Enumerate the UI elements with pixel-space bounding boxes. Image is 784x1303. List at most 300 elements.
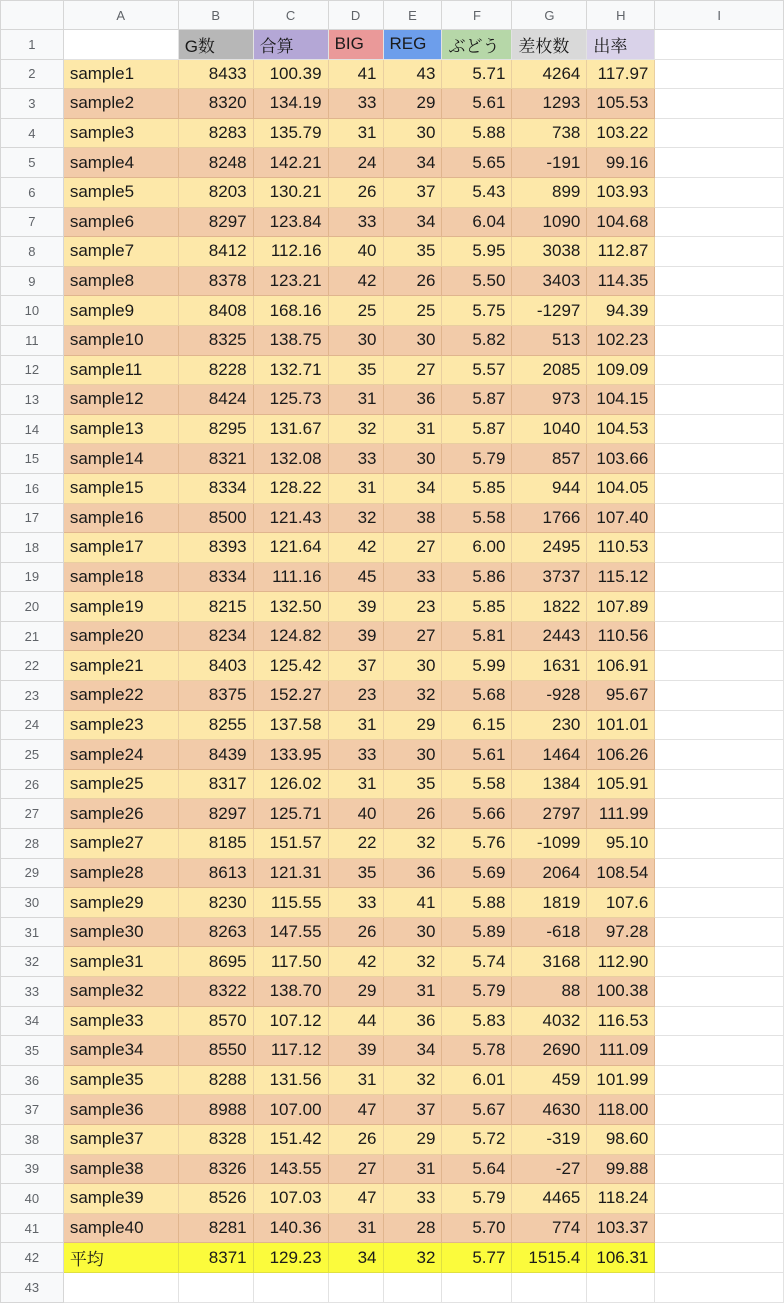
value-cell[interactable]: 5.61	[442, 89, 512, 119]
column-header-c[interactable]: C	[253, 1, 328, 30]
value-cell[interactable]: 5.88	[442, 118, 512, 148]
value-cell[interactable]: 107.03	[253, 1184, 328, 1214]
sample-name-cell[interactable]: sample28	[63, 858, 178, 888]
value-cell[interactable]: 35	[383, 237, 442, 267]
empty-cell[interactable]	[655, 444, 784, 474]
value-cell[interactable]: 33	[328, 444, 383, 474]
value-cell[interactable]: 8695	[178, 947, 253, 977]
value-cell[interactable]: 1464	[512, 740, 587, 770]
empty-cell[interactable]	[655, 533, 784, 563]
value-cell[interactable]: 1040	[512, 414, 587, 444]
value-cell[interactable]: 774	[512, 1213, 587, 1243]
value-cell[interactable]: 5.64	[442, 1154, 512, 1184]
value-cell[interactable]: 30	[383, 444, 442, 474]
value-cell[interactable]: 107.00	[253, 1095, 328, 1125]
value-cell[interactable]: 134.19	[253, 89, 328, 119]
value-cell[interactable]: 125.73	[253, 385, 328, 415]
empty-cell[interactable]	[655, 769, 784, 799]
value-cell[interactable]: 37	[383, 1095, 442, 1125]
value-cell[interactable]: 944	[512, 473, 587, 503]
value-cell[interactable]: 8325	[178, 325, 253, 355]
empty-cell[interactable]	[655, 1065, 784, 1095]
sample-name-cell[interactable]: sample9	[63, 296, 178, 326]
value-cell[interactable]: 27	[328, 1154, 383, 1184]
sample-name-cell[interactable]: sample31	[63, 947, 178, 977]
column-header-h[interactable]: H	[587, 1, 655, 30]
average-value-cell[interactable]: 1515.4	[512, 1243, 587, 1273]
value-cell[interactable]: 133.95	[253, 740, 328, 770]
value-cell[interactable]: 2495	[512, 533, 587, 563]
value-cell[interactable]: 5.70	[442, 1213, 512, 1243]
value-cell[interactable]: 25	[328, 296, 383, 326]
sample-name-cell[interactable]: sample4	[63, 148, 178, 178]
empty-cell[interactable]	[655, 829, 784, 859]
value-cell[interactable]: 140.36	[253, 1213, 328, 1243]
value-cell[interactable]: 5.75	[442, 296, 512, 326]
value-cell[interactable]: 5.88	[442, 888, 512, 918]
value-cell[interactable]: 31	[328, 1065, 383, 1095]
value-cell[interactable]: 8185	[178, 829, 253, 859]
row-number[interactable]: 19	[1, 562, 64, 592]
value-cell[interactable]: 8263	[178, 917, 253, 947]
value-cell[interactable]: 105.91	[587, 769, 655, 799]
value-cell[interactable]: 27	[383, 355, 442, 385]
column-header-i[interactable]: I	[655, 1, 784, 30]
value-cell[interactable]: 44	[328, 1006, 383, 1036]
empty-cell[interactable]	[655, 1095, 784, 1125]
value-cell[interactable]: 33	[383, 562, 442, 592]
value-cell[interactable]: 5.76	[442, 829, 512, 859]
header-cell-c[interactable]: 合算	[253, 30, 328, 60]
value-cell[interactable]: 107.40	[587, 503, 655, 533]
value-cell[interactable]: 115.12	[587, 562, 655, 592]
value-cell[interactable]: 99.88	[587, 1154, 655, 1184]
value-cell[interactable]: 8500	[178, 503, 253, 533]
empty-cell[interactable]	[655, 207, 784, 237]
value-cell[interactable]: 8320	[178, 89, 253, 119]
sample-name-cell[interactable]: sample8	[63, 266, 178, 296]
empty-cell[interactable]	[253, 1272, 328, 1302]
value-cell[interactable]: 152.27	[253, 681, 328, 711]
value-cell[interactable]: 32	[383, 1065, 442, 1095]
value-cell[interactable]: 27	[383, 621, 442, 651]
empty-cell[interactable]	[178, 1272, 253, 1302]
value-cell[interactable]: 31	[383, 414, 442, 444]
value-cell[interactable]: 32	[328, 503, 383, 533]
value-cell[interactable]: 30	[383, 651, 442, 681]
value-cell[interactable]: 30	[383, 917, 442, 947]
value-cell[interactable]: 30	[383, 740, 442, 770]
value-cell[interactable]: 8230	[178, 888, 253, 918]
value-cell[interactable]: 8526	[178, 1184, 253, 1214]
value-cell[interactable]: 29	[383, 1124, 442, 1154]
value-cell[interactable]: 151.57	[253, 829, 328, 859]
value-cell[interactable]: -27	[512, 1154, 587, 1184]
empty-cell[interactable]	[655, 237, 784, 267]
sample-name-cell[interactable]: sample22	[63, 681, 178, 711]
value-cell[interactable]: 100.38	[587, 977, 655, 1007]
empty-cell[interactable]	[655, 30, 784, 60]
row-number[interactable]: 14	[1, 414, 64, 444]
value-cell[interactable]: 36	[383, 1006, 442, 1036]
column-header-f[interactable]: F	[442, 1, 512, 30]
value-cell[interactable]: 38	[383, 503, 442, 533]
empty-cell[interactable]	[655, 977, 784, 1007]
value-cell[interactable]: 8393	[178, 533, 253, 563]
value-cell[interactable]: 5.82	[442, 325, 512, 355]
value-cell[interactable]: 8334	[178, 562, 253, 592]
average-value-cell[interactable]: 106.31	[587, 1243, 655, 1273]
value-cell[interactable]: 131.56	[253, 1065, 328, 1095]
row-number[interactable]: 24	[1, 710, 64, 740]
value-cell[interactable]: 108.54	[587, 858, 655, 888]
value-cell[interactable]: 110.53	[587, 533, 655, 563]
row-number[interactable]: 2	[1, 59, 64, 89]
value-cell[interactable]: 118.00	[587, 1095, 655, 1125]
value-cell[interactable]: 973	[512, 385, 587, 415]
value-cell[interactable]: 104.53	[587, 414, 655, 444]
sample-name-cell[interactable]: sample13	[63, 414, 178, 444]
value-cell[interactable]: 31	[328, 118, 383, 148]
sample-name-cell[interactable]: sample32	[63, 977, 178, 1007]
value-cell[interactable]: 101.01	[587, 710, 655, 740]
average-value-cell[interactable]: 129.23	[253, 1243, 328, 1273]
value-cell[interactable]: 45	[328, 562, 383, 592]
header-cell-h[interactable]: 出率	[587, 30, 655, 60]
value-cell[interactable]: 2690	[512, 1036, 587, 1066]
value-cell[interactable]: 8248	[178, 148, 253, 178]
value-cell[interactable]: 31	[328, 710, 383, 740]
sample-name-cell[interactable]: sample1	[63, 59, 178, 89]
value-cell[interactable]: 36	[383, 385, 442, 415]
value-cell[interactable]: 118.24	[587, 1184, 655, 1214]
sample-name-cell[interactable]: sample21	[63, 651, 178, 681]
value-cell[interactable]: 33	[328, 888, 383, 918]
value-cell[interactable]: 8378	[178, 266, 253, 296]
value-cell[interactable]: 5.89	[442, 917, 512, 947]
row-number[interactable]: 20	[1, 592, 64, 622]
value-cell[interactable]: 8408	[178, 296, 253, 326]
empty-cell[interactable]	[655, 414, 784, 444]
value-cell[interactable]: 106.91	[587, 651, 655, 681]
value-cell[interactable]: 29	[328, 977, 383, 1007]
value-cell[interactable]: 5.79	[442, 977, 512, 1007]
value-cell[interactable]: 110.56	[587, 621, 655, 651]
value-cell[interactable]: 5.58	[442, 503, 512, 533]
row-number[interactable]: 32	[1, 947, 64, 977]
value-cell[interactable]: 22	[328, 829, 383, 859]
average-value-cell[interactable]: 34	[328, 1243, 383, 1273]
value-cell[interactable]: 34	[383, 207, 442, 237]
value-cell[interactable]: 26	[328, 177, 383, 207]
value-cell[interactable]: -191	[512, 148, 587, 178]
value-cell[interactable]: 97.28	[587, 917, 655, 947]
value-cell[interactable]: 31	[328, 769, 383, 799]
value-cell[interactable]: 117.12	[253, 1036, 328, 1066]
value-cell[interactable]: 111.16	[253, 562, 328, 592]
value-cell[interactable]: 6.00	[442, 533, 512, 563]
value-cell[interactable]: 125.42	[253, 651, 328, 681]
value-cell[interactable]: 2443	[512, 621, 587, 651]
empty-cell[interactable]	[655, 917, 784, 947]
select-all-corner[interactable]	[1, 1, 64, 30]
value-cell[interactable]: 32	[328, 414, 383, 444]
value-cell[interactable]: 8215	[178, 592, 253, 622]
empty-cell[interactable]	[655, 681, 784, 711]
sample-name-cell[interactable]: sample38	[63, 1154, 178, 1184]
value-cell[interactable]: 123.84	[253, 207, 328, 237]
empty-cell[interactable]	[655, 710, 784, 740]
row-number[interactable]: 8	[1, 237, 64, 267]
value-cell[interactable]: 37	[328, 651, 383, 681]
empty-cell[interactable]	[655, 1213, 784, 1243]
row-number[interactable]: 4	[1, 118, 64, 148]
row-number[interactable]: 16	[1, 473, 64, 503]
value-cell[interactable]: 8988	[178, 1095, 253, 1125]
empty-cell[interactable]	[655, 1243, 784, 1273]
value-cell[interactable]: 115.55	[253, 888, 328, 918]
value-cell[interactable]: 6.04	[442, 207, 512, 237]
empty-cell[interactable]	[655, 1124, 784, 1154]
value-cell[interactable]: 5.58	[442, 769, 512, 799]
sample-name-cell[interactable]: sample12	[63, 385, 178, 415]
value-cell[interactable]: 8439	[178, 740, 253, 770]
value-cell[interactable]: 857	[512, 444, 587, 474]
row-number[interactable]: 1	[1, 30, 64, 60]
value-cell[interactable]: 126.02	[253, 769, 328, 799]
value-cell[interactable]: 32	[383, 829, 442, 859]
value-cell[interactable]: 39	[328, 1036, 383, 1066]
value-cell[interactable]: 111.99	[587, 799, 655, 829]
sample-name-cell[interactable]: sample6	[63, 207, 178, 237]
value-cell[interactable]: 30	[328, 325, 383, 355]
value-cell[interactable]: 42	[328, 266, 383, 296]
column-header-d[interactable]: D	[328, 1, 383, 30]
value-cell[interactable]: 151.42	[253, 1124, 328, 1154]
value-cell[interactable]: 30	[383, 118, 442, 148]
value-cell[interactable]: 112.87	[587, 237, 655, 267]
value-cell[interactable]: 5.86	[442, 562, 512, 592]
row-number[interactable]: 22	[1, 651, 64, 681]
sample-name-cell[interactable]: sample29	[63, 888, 178, 918]
empty-cell[interactable]	[655, 1006, 784, 1036]
row-number[interactable]: 26	[1, 769, 64, 799]
value-cell[interactable]: 36	[383, 858, 442, 888]
value-cell[interactable]: 23	[383, 592, 442, 622]
row-number[interactable]: 15	[1, 444, 64, 474]
value-cell[interactable]: 102.23	[587, 325, 655, 355]
row-number[interactable]: 31	[1, 917, 64, 947]
value-cell[interactable]: 5.43	[442, 177, 512, 207]
value-cell[interactable]: 41	[383, 888, 442, 918]
empty-cell[interactable]	[655, 799, 784, 829]
average-value-cell[interactable]: 8371	[178, 1243, 253, 1273]
column-header-a[interactable]: A	[63, 1, 178, 30]
value-cell[interactable]: 5.95	[442, 237, 512, 267]
value-cell[interactable]: 39	[328, 621, 383, 651]
average-label-cell[interactable]: 平均	[63, 1243, 178, 1273]
value-cell[interactable]: 99.16	[587, 148, 655, 178]
value-cell[interactable]: 138.75	[253, 325, 328, 355]
sample-name-cell[interactable]: sample10	[63, 325, 178, 355]
row-number[interactable]: 25	[1, 740, 64, 770]
value-cell[interactable]: 33	[383, 1184, 442, 1214]
empty-cell[interactable]	[655, 296, 784, 326]
value-cell[interactable]: 33	[328, 89, 383, 119]
value-cell[interactable]: 31	[328, 1213, 383, 1243]
value-cell[interactable]: 1293	[512, 89, 587, 119]
value-cell[interactable]: 132.08	[253, 444, 328, 474]
value-cell[interactable]: 43	[383, 59, 442, 89]
value-cell[interactable]: 5.85	[442, 473, 512, 503]
value-cell[interactable]: 8288	[178, 1065, 253, 1095]
value-cell[interactable]: 143.55	[253, 1154, 328, 1184]
value-cell[interactable]: 8550	[178, 1036, 253, 1066]
row-number[interactable]: 3	[1, 89, 64, 119]
value-cell[interactable]: 8321	[178, 444, 253, 474]
row-number[interactable]: 21	[1, 621, 64, 651]
row-number[interactable]: 35	[1, 1036, 64, 1066]
value-cell[interactable]: 8255	[178, 710, 253, 740]
value-cell[interactable]: 27	[383, 533, 442, 563]
header-cell-b[interactable]: G数	[178, 30, 253, 60]
row-number[interactable]: 9	[1, 266, 64, 296]
value-cell[interactable]: 106.26	[587, 740, 655, 770]
value-cell[interactable]: 5.87	[442, 385, 512, 415]
row-number[interactable]: 39	[1, 1154, 64, 1184]
value-cell[interactable]: 104.68	[587, 207, 655, 237]
value-cell[interactable]: 103.37	[587, 1213, 655, 1243]
sample-name-cell[interactable]: sample30	[63, 917, 178, 947]
row-number[interactable]: 37	[1, 1095, 64, 1125]
value-cell[interactable]: 6.01	[442, 1065, 512, 1095]
value-cell[interactable]: 95.10	[587, 829, 655, 859]
value-cell[interactable]: 121.31	[253, 858, 328, 888]
sample-name-cell[interactable]: sample26	[63, 799, 178, 829]
value-cell[interactable]: 103.66	[587, 444, 655, 474]
value-cell[interactable]: 5.65	[442, 148, 512, 178]
value-cell[interactable]: 8203	[178, 177, 253, 207]
value-cell[interactable]: 121.64	[253, 533, 328, 563]
value-cell[interactable]: 26	[383, 799, 442, 829]
value-cell[interactable]: 109.09	[587, 355, 655, 385]
sample-name-cell[interactable]: sample5	[63, 177, 178, 207]
value-cell[interactable]: 103.93	[587, 177, 655, 207]
empty-cell[interactable]	[655, 651, 784, 681]
value-cell[interactable]: 117.97	[587, 59, 655, 89]
value-cell[interactable]: 47	[328, 1095, 383, 1125]
sample-name-cell[interactable]: sample7	[63, 237, 178, 267]
value-cell[interactable]: 5.87	[442, 414, 512, 444]
empty-cell[interactable]	[655, 858, 784, 888]
value-cell[interactable]: 8326	[178, 1154, 253, 1184]
empty-cell[interactable]	[655, 266, 784, 296]
value-cell[interactable]: 25	[383, 296, 442, 326]
value-cell[interactable]: 24	[328, 148, 383, 178]
value-cell[interactable]: 5.81	[442, 621, 512, 651]
value-cell[interactable]: 131.67	[253, 414, 328, 444]
row-number[interactable]: 29	[1, 858, 64, 888]
empty-cell[interactable]	[655, 740, 784, 770]
value-cell[interactable]: 26	[383, 266, 442, 296]
empty-cell[interactable]	[655, 385, 784, 415]
value-cell[interactable]: 4264	[512, 59, 587, 89]
empty-cell[interactable]	[655, 1154, 784, 1184]
empty-cell[interactable]	[655, 118, 784, 148]
value-cell[interactable]: 88	[512, 977, 587, 1007]
value-cell[interactable]: 8375	[178, 681, 253, 711]
value-cell[interactable]: 230	[512, 710, 587, 740]
row-number[interactable]: 27	[1, 799, 64, 829]
value-cell[interactable]: 8433	[178, 59, 253, 89]
row-number[interactable]: 5	[1, 148, 64, 178]
value-cell[interactable]: 31	[328, 385, 383, 415]
value-cell[interactable]: 738	[512, 118, 587, 148]
value-cell[interactable]: 121.43	[253, 503, 328, 533]
value-cell[interactable]: 147.55	[253, 917, 328, 947]
empty-cell[interactable]	[655, 947, 784, 977]
empty-cell[interactable]	[383, 1272, 442, 1302]
value-cell[interactable]: 23	[328, 681, 383, 711]
value-cell[interactable]: 2064	[512, 858, 587, 888]
row-number[interactable]: 17	[1, 503, 64, 533]
sample-name-cell[interactable]: sample2	[63, 89, 178, 119]
row-number[interactable]: 43	[1, 1272, 64, 1302]
empty-cell[interactable]	[655, 1272, 784, 1302]
value-cell[interactable]: 4465	[512, 1184, 587, 1214]
value-cell[interactable]: 107.12	[253, 1006, 328, 1036]
value-cell[interactable]: 47	[328, 1184, 383, 1214]
value-cell[interactable]: 1819	[512, 888, 587, 918]
value-cell[interactable]: 5.66	[442, 799, 512, 829]
empty-cell[interactable]	[655, 1184, 784, 1214]
value-cell[interactable]: 95.67	[587, 681, 655, 711]
empty-cell[interactable]	[655, 503, 784, 533]
value-cell[interactable]: 34	[383, 473, 442, 503]
sample-name-cell[interactable]: sample18	[63, 562, 178, 592]
value-cell[interactable]: 100.39	[253, 59, 328, 89]
sample-name-cell[interactable]: sample14	[63, 444, 178, 474]
value-cell[interactable]: 132.71	[253, 355, 328, 385]
value-cell[interactable]: 5.61	[442, 740, 512, 770]
value-cell[interactable]: 3403	[512, 266, 587, 296]
value-cell[interactable]: 111.09	[587, 1036, 655, 1066]
value-cell[interactable]: 5.79	[442, 444, 512, 474]
row-number[interactable]: 7	[1, 207, 64, 237]
value-cell[interactable]: 107.6	[587, 888, 655, 918]
value-cell[interactable]: 5.67	[442, 1095, 512, 1125]
sample-name-cell[interactable]: sample34	[63, 1036, 178, 1066]
empty-cell[interactable]	[655, 562, 784, 592]
value-cell[interactable]: 124.82	[253, 621, 328, 651]
value-cell[interactable]: -618	[512, 917, 587, 947]
row-number[interactable]: 12	[1, 355, 64, 385]
value-cell[interactable]: 8328	[178, 1124, 253, 1154]
sample-name-cell[interactable]: sample35	[63, 1065, 178, 1095]
empty-cell[interactable]	[442, 1272, 512, 1302]
column-header-e[interactable]: E	[383, 1, 442, 30]
value-cell[interactable]: 41	[328, 59, 383, 89]
value-cell[interactable]: 168.16	[253, 296, 328, 326]
value-cell[interactable]: 31	[383, 1154, 442, 1184]
value-cell[interactable]: 3737	[512, 562, 587, 592]
sample-name-cell[interactable]: sample19	[63, 592, 178, 622]
sample-name-cell[interactable]: sample20	[63, 621, 178, 651]
sample-name-cell[interactable]: sample40	[63, 1213, 178, 1243]
value-cell[interactable]: 3168	[512, 947, 587, 977]
value-cell[interactable]: 2085	[512, 355, 587, 385]
row-number[interactable]: 28	[1, 829, 64, 859]
